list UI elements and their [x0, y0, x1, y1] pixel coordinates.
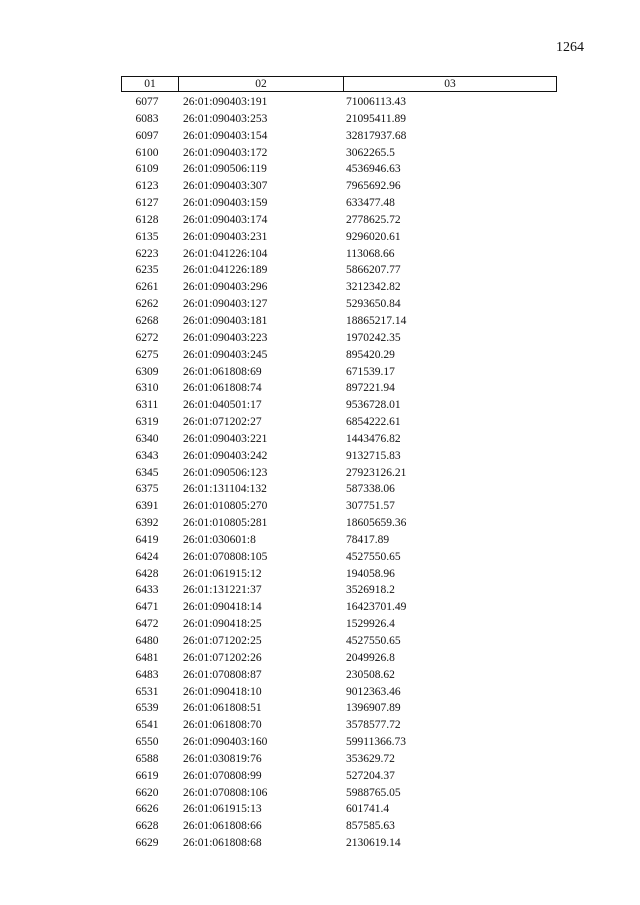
row-number-cell: 6275	[135, 348, 159, 361]
cadastral-number-cell: 26:01:090403:221	[183, 432, 268, 445]
row-number-cell: 6539	[135, 702, 159, 715]
value-cell: 2049926.8	[346, 651, 395, 664]
table-row	[121, 313, 557, 330]
cadastral-number-cell: 26:01:090403:159	[183, 197, 268, 210]
row-number-cell: 6128	[135, 213, 159, 226]
row-number-cell: 6550	[135, 736, 159, 749]
table-row	[121, 380, 557, 397]
table-row	[121, 195, 557, 212]
table-row	[121, 296, 557, 313]
table-row	[121, 364, 557, 381]
cadastral-number-cell: 26:01:090418:25	[183, 618, 262, 631]
cadastral-number-cell: 26:01:090403:191	[183, 96, 268, 108]
value-cell: 3212342.82	[346, 281, 401, 294]
column-header-01: 01	[122, 77, 179, 91]
row-number-cell: 6261	[135, 281, 159, 294]
row-number-cell: 6077	[135, 96, 159, 108]
cadastral-number-cell: 26:01:090506:119	[183, 163, 267, 176]
row-number-cell: 6541	[135, 719, 159, 732]
row-number-cell: 6588	[135, 752, 159, 765]
value-cell: 2130619.14	[346, 837, 401, 850]
value-cell: 9132715.83	[346, 449, 401, 462]
value-cell: 5293650.84	[346, 298, 401, 311]
table-row	[121, 347, 557, 364]
value-cell: 1970242.35	[346, 331, 401, 344]
table-row	[121, 498, 557, 515]
value-cell: 4536946.63	[346, 163, 401, 176]
table-row	[121, 481, 557, 498]
cadastral-number-cell: 26:01:061808:69	[183, 365, 262, 378]
value-cell: 1529926.4	[346, 618, 395, 631]
value-cell: 3578577.72	[346, 719, 401, 732]
table-row	[121, 212, 557, 229]
row-number-cell: 6343	[135, 449, 159, 462]
cadastral-number-cell: 26:01:090403:127	[183, 298, 268, 311]
table-row	[121, 262, 557, 279]
row-number-cell: 6629	[135, 837, 159, 850]
row-number-cell: 6391	[135, 500, 159, 513]
row-number-cell: 6392	[135, 517, 159, 530]
table-row	[121, 650, 557, 667]
value-cell: 857585.63	[346, 820, 395, 833]
cadastral-number-cell: 26:01:061808:70	[183, 719, 262, 732]
table-row	[121, 161, 557, 178]
table-row	[121, 145, 557, 162]
table-row	[121, 801, 557, 818]
value-cell: 71006113.43	[346, 96, 406, 108]
cadastral-number-cell: 26:01:061808:66	[183, 820, 262, 833]
table-row	[121, 515, 557, 532]
row-number-cell: 6235	[135, 264, 159, 277]
table-row	[121, 397, 557, 414]
table-row	[121, 465, 557, 482]
cadastral-number-cell: 26:01:061915:12	[183, 567, 262, 580]
cadastral-number-cell: 26:01:090403:307	[183, 180, 268, 193]
table-row	[121, 818, 557, 835]
row-number-cell: 6428	[135, 567, 159, 580]
table-header	[121, 76, 557, 92]
row-number-cell: 6419	[135, 533, 159, 546]
row-number-cell: 6340	[135, 432, 159, 445]
page-number: 1264	[556, 40, 584, 55]
value-cell: 1443476.82	[346, 432, 401, 445]
row-number-cell: 6628	[135, 820, 159, 833]
value-cell: 9536728.01	[346, 399, 401, 412]
row-number-cell: 6531	[135, 685, 159, 698]
column-header-03: 03	[444, 78, 456, 90]
row-number-cell: 6471	[135, 601, 159, 614]
row-number-cell: 6626	[135, 803, 159, 816]
data-table	[121, 76, 557, 852]
value-cell: 2778625.72	[346, 213, 401, 226]
cadastral-number-cell: 26:01:090403:181	[183, 314, 268, 327]
value-cell: 5988765.05	[346, 786, 401, 799]
table-row	[121, 178, 557, 195]
cadastral-number-cell: 26:01:090403:174	[183, 213, 268, 226]
value-cell: 7965692.96	[346, 180, 401, 193]
cadastral-number-cell: 26:01:071202:26	[183, 651, 262, 664]
cadastral-number-cell: 26:01:090403:253	[183, 112, 268, 125]
cadastral-number-cell: 26:01:090418:10	[183, 685, 262, 698]
value-cell: 633477.48	[346, 197, 395, 210]
cadastral-number-cell: 26:01:090403:296	[183, 281, 268, 294]
cadastral-number-cell: 26:01:010805:270	[183, 500, 268, 513]
cadastral-number-cell: 26:01:090403:172	[183, 146, 268, 159]
value-cell: 27923126.21	[346, 466, 407, 479]
cadastral-number-cell: 26:01:090506:123	[183, 466, 268, 479]
value-cell: 6854222.61	[346, 416, 401, 429]
cadastral-number-cell: 26:01:090418:14	[183, 601, 262, 614]
table-row	[121, 448, 557, 465]
table-row	[121, 246, 557, 263]
row-number-cell: 6620	[135, 786, 159, 799]
table-row	[121, 549, 557, 566]
cadastral-number-cell: 26:01:041226:189	[183, 264, 268, 277]
cadastral-number-cell: 26:01:090403:242	[183, 449, 268, 462]
value-cell: 230508.62	[346, 668, 395, 681]
value-cell: 5866207.77	[346, 264, 401, 277]
cadastral-number-cell: 26:01:090403:245	[183, 348, 268, 361]
table-row	[121, 566, 557, 583]
row-number-cell: 6262	[135, 298, 159, 311]
column-header-02: 02	[179, 77, 344, 91]
value-cell: 3526918.2	[346, 584, 395, 597]
cadastral-number-cell: 26:01:070808:106	[183, 786, 268, 799]
cadastral-number-cell: 26:01:010805:281	[183, 517, 268, 530]
row-number-cell: 6483	[135, 668, 159, 681]
value-cell: 21095411.89	[346, 112, 406, 125]
value-cell: 18605659.36	[346, 517, 407, 530]
table-row	[121, 700, 557, 717]
row-number-cell: 6472	[135, 618, 159, 631]
table-row	[121, 768, 557, 785]
row-number-cell: 6311	[135, 399, 159, 412]
row-number-cell: 6310	[135, 382, 159, 395]
table-row	[121, 835, 557, 852]
table-row	[121, 751, 557, 768]
table-row	[121, 667, 557, 684]
table-row	[121, 128, 557, 145]
table-row	[121, 717, 557, 734]
table-row	[121, 111, 557, 128]
cadastral-number-cell: 26:01:090403:154	[183, 129, 268, 142]
cadastral-number-cell: 26:01:131221:37	[183, 584, 262, 597]
cadastral-number-cell: 26:01:030819:76	[183, 752, 262, 765]
row-number-cell: 6619	[135, 769, 159, 782]
table-row	[121, 279, 557, 296]
cadastral-number-cell: 26:01:071202:25	[183, 635, 262, 647]
value-cell: 4527550.65	[346, 635, 401, 647]
value-cell: 353629.72	[346, 752, 395, 765]
table-row	[121, 582, 557, 599]
row-number-cell: 6272	[135, 331, 159, 344]
table-row	[121, 94, 557, 111]
value-cell: 9012363.46	[346, 685, 401, 698]
value-cell: 3062265.5	[346, 146, 395, 159]
cadastral-number-cell: 26:01:061808:68	[183, 837, 262, 850]
row-number-cell: 6123	[135, 180, 159, 193]
row-number-cell: 6481	[135, 651, 159, 664]
table-row	[121, 599, 557, 616]
cadastral-number-cell: 26:01:070808:87	[183, 668, 262, 681]
table-row	[121, 431, 557, 448]
row-number-cell: 6433	[135, 584, 159, 597]
table-row	[121, 229, 557, 246]
cadastral-number-cell: 26:01:030601:8	[183, 533, 256, 546]
row-number-cell: 6097	[135, 129, 159, 142]
value-cell: 671539.17	[346, 365, 395, 378]
row-number-cell: 6345	[135, 466, 159, 479]
cadastral-number-cell: 26:01:070808:105	[183, 550, 268, 563]
cadastral-number-cell: 26:01:070808:99	[183, 769, 262, 782]
table-row	[121, 684, 557, 701]
cadastral-number-cell: 26:01:090403:160	[183, 736, 268, 749]
value-cell: 78417.89	[346, 533, 390, 546]
row-number-cell: 6109	[135, 163, 159, 176]
table-row	[121, 633, 557, 650]
row-number-cell: 6480	[135, 635, 159, 647]
value-cell: 113068.66	[346, 247, 395, 260]
cadastral-number-cell: 26:01:061808:74	[183, 382, 262, 395]
cadastral-number-cell: 26:01:131104:132	[183, 483, 267, 496]
table-row	[121, 616, 557, 633]
row-number-cell: 6135	[135, 230, 159, 243]
value-cell: 9296020.61	[346, 230, 401, 243]
row-number-cell: 6424	[135, 550, 159, 563]
cadastral-number-cell: 26:01:061915:13	[183, 803, 262, 816]
value-cell: 897221.94	[346, 382, 395, 395]
row-number-cell: 6223	[135, 247, 159, 260]
table-row	[121, 414, 557, 431]
row-number-cell: 6100	[135, 146, 159, 159]
value-cell: 601741.4	[346, 803, 390, 816]
cadastral-number-cell: 26:01:040501:17	[183, 399, 262, 412]
row-number-cell: 6375	[135, 483, 159, 496]
cadastral-number-cell: 26:01:090403:231	[183, 230, 268, 243]
table-body	[121, 92, 557, 852]
table-row	[121, 532, 557, 549]
cadastral-number-cell: 26:01:071202:27	[183, 416, 262, 429]
row-number-cell: 6127	[135, 197, 159, 210]
cadastral-number-cell: 26:01:061808:51	[183, 702, 262, 715]
row-number-cell: 6319	[135, 416, 159, 429]
value-cell: 194058.96	[346, 567, 395, 580]
value-cell: 4527550.65	[346, 550, 401, 563]
value-cell: 587338.06	[346, 483, 395, 496]
value-cell: 307751.57	[346, 500, 395, 513]
table-row	[121, 734, 557, 751]
table-row	[121, 785, 557, 802]
value-cell: 32817937.68	[346, 129, 407, 142]
table-row	[121, 330, 557, 347]
cadastral-number-cell: 26:01:041226:104	[183, 247, 268, 260]
value-cell: 59911366.73	[346, 736, 406, 749]
value-cell: 527204.37	[346, 769, 395, 782]
cadastral-number-cell: 26:01:090403:223	[183, 331, 268, 344]
value-cell: 895420.29	[346, 348, 395, 361]
row-number-cell: 6083	[135, 112, 159, 125]
row-number-cell: 6309	[135, 365, 159, 378]
value-cell: 16423701.49	[346, 601, 407, 614]
value-cell: 18865217.14	[346, 314, 407, 327]
value-cell: 1396907.89	[346, 702, 401, 715]
row-number-cell: 6268	[135, 314, 159, 327]
